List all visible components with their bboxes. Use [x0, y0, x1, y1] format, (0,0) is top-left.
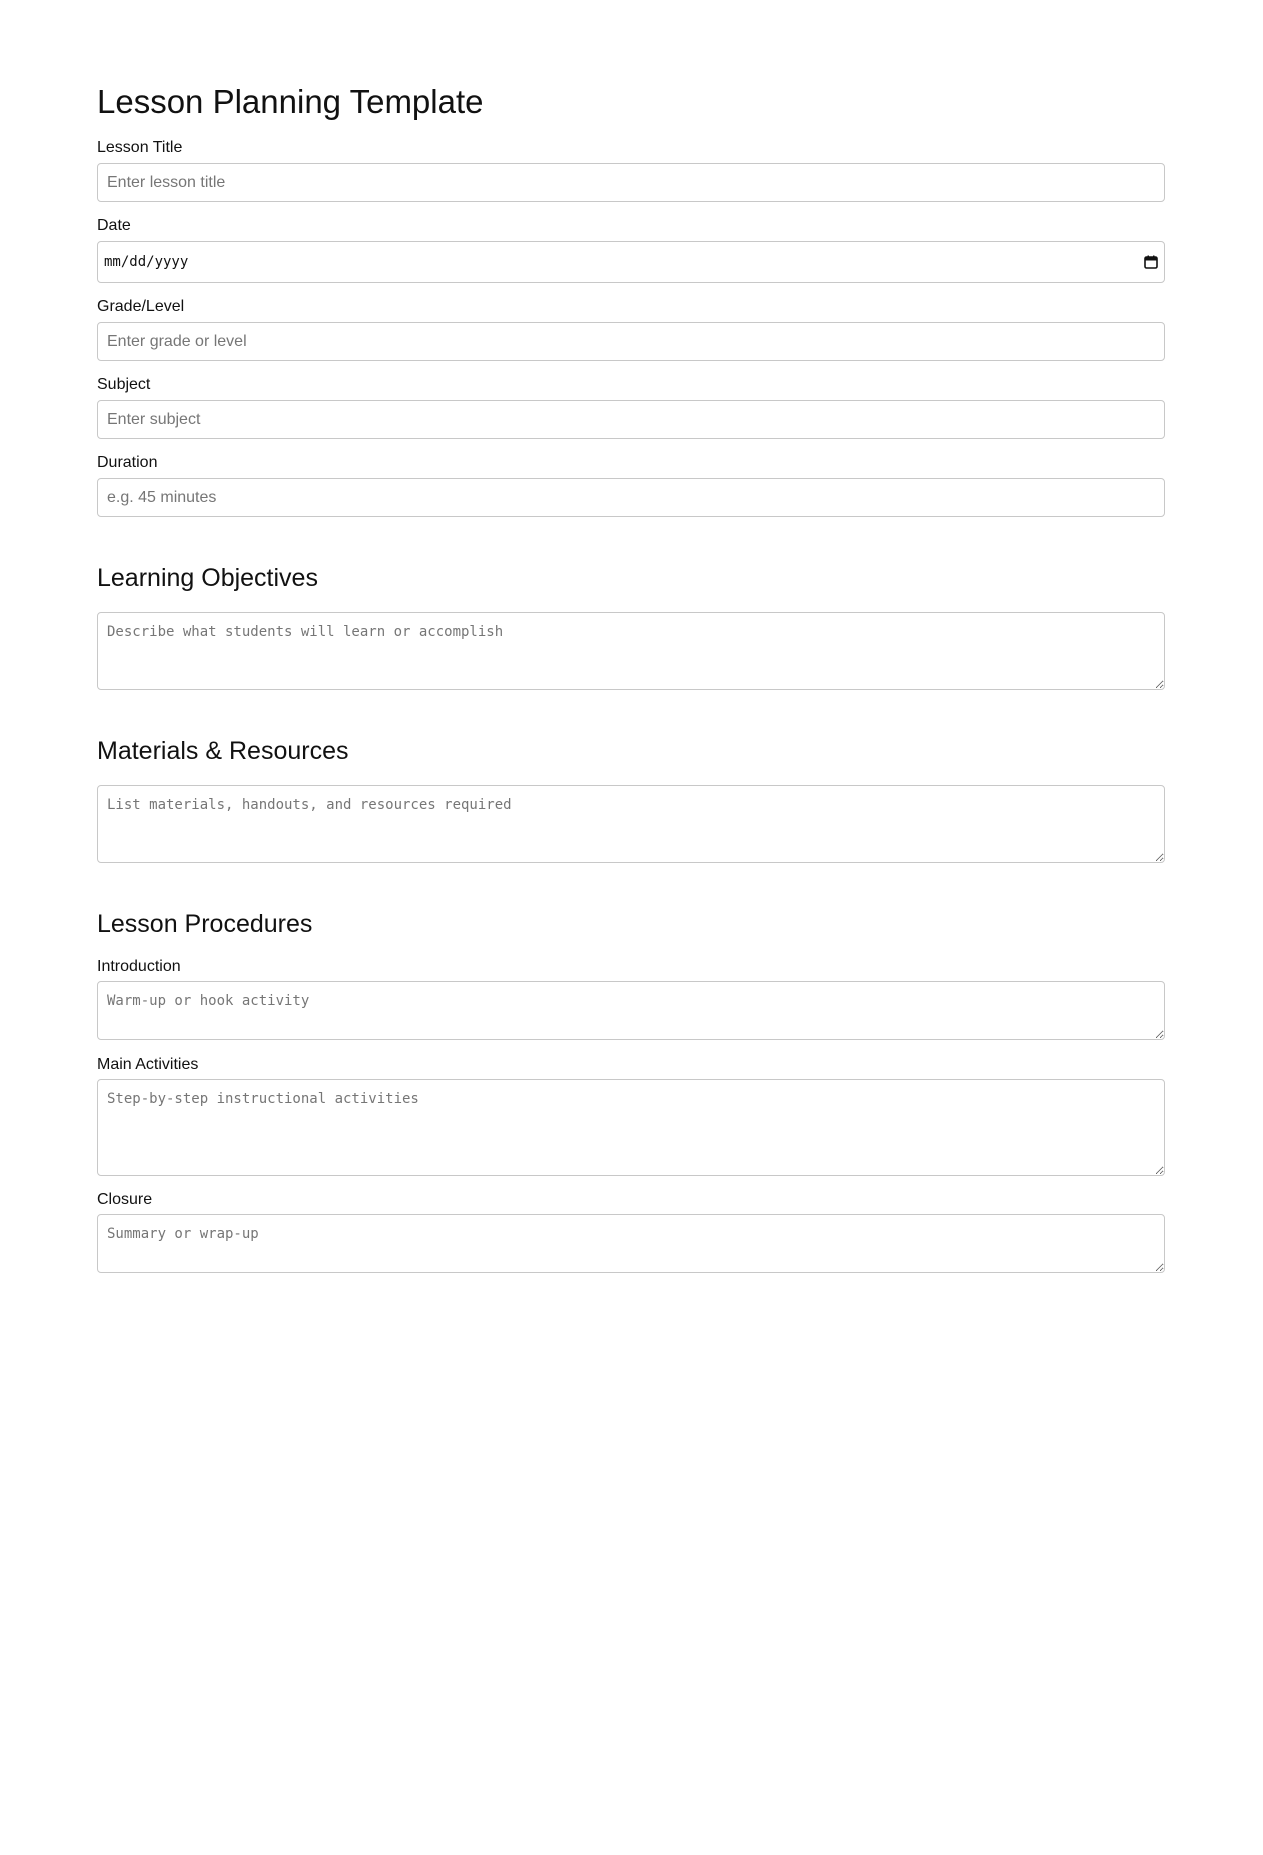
- lesson-title-label: Lesson Title: [97, 139, 183, 156]
- materials-textarea[interactable]: [97, 785, 1165, 863]
- date-input[interactable]: [97, 241, 1165, 283]
- closure-label: Closure: [97, 1191, 153, 1208]
- procedures-heading: Lesson Procedures: [97, 910, 313, 938]
- calendar-icon[interactable]: [1144, 255, 1158, 269]
- grade-level-label: Grade/Level: [97, 298, 185, 315]
- subject-input[interactable]: [97, 400, 1165, 439]
- objectives-textarea[interactable]: [97, 612, 1165, 690]
- closure-textarea[interactable]: [97, 1214, 1165, 1273]
- materials-heading: Materials & Resources: [97, 737, 349, 765]
- objectives-heading: Learning Objectives: [97, 564, 318, 592]
- date-label: Date: [97, 217, 131, 234]
- subject-label: Subject: [97, 376, 151, 393]
- main-activities-label: Main Activities: [97, 1056, 199, 1073]
- duration-label: Duration: [97, 454, 158, 471]
- grade-level-input[interactable]: [97, 322, 1165, 361]
- main-activities-textarea[interactable]: [97, 1079, 1165, 1176]
- date-input-text: mm/dd/yyyy: [104, 254, 189, 270]
- duration-input[interactable]: [97, 478, 1165, 517]
- introduction-label: Introduction: [97, 958, 181, 975]
- introduction-textarea[interactable]: [97, 981, 1165, 1040]
- page-title: Lesson Planning Template: [97, 83, 484, 120]
- lesson-title-input[interactable]: [97, 163, 1165, 202]
